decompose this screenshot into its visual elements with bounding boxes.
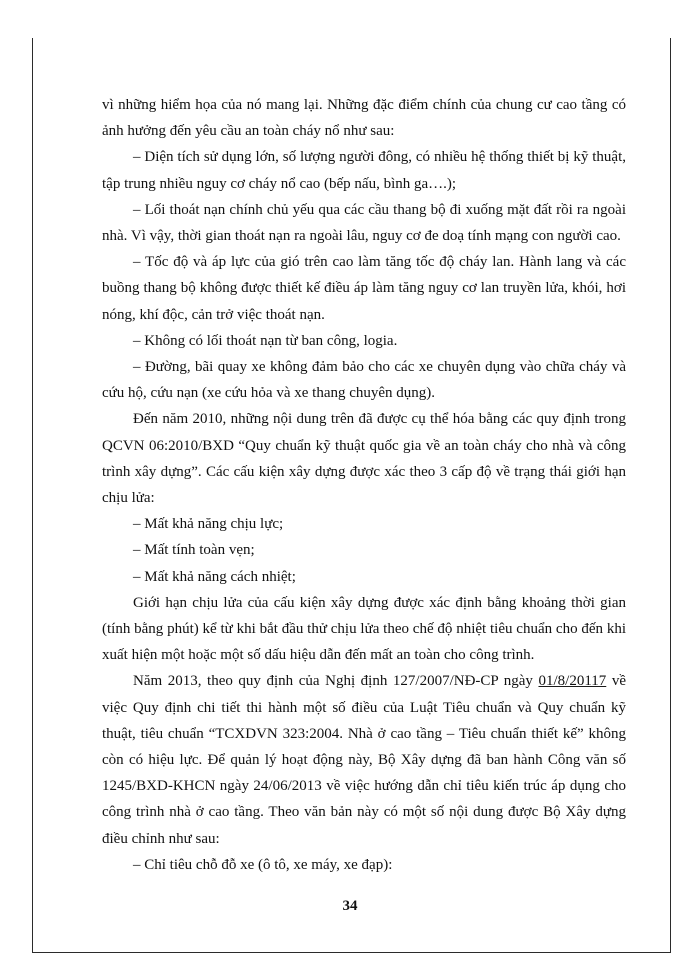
document-body xyxy=(102,92,626,878)
list-item-parking: – Chỉ tiêu chỗ đỗ xe (ô tô, xe máy, xe đạp): xyxy=(133,856,393,873)
paragraph-2013-start: Năm 2013, theo quy định của Nghị định 127/2007/NĐ-CP ngày xyxy=(133,673,539,690)
list-item-balcony: – Không có lối thoát nạn từ ban công, logia. xyxy=(133,332,398,349)
paragraph-2010: Đến năm 2010, những nội dung trên đã được cụ thể hóa bằng các quy định trong QCVN 06:2010/BXD “Quy chuẩn kỹ thuật quốc gia về an toàn cháy cho nhà và công trình xây dựng”. Các cấu kiện xây dựng được xác theo 3 cấp độ về trạng thái giới hạn chịu lửa: xyxy=(102,411,626,507)
paragraph-fire-limit: Giới hạn chịu lửa của cấu kiện xây dựng được xác định bằng khoảng thời gian (tính bằng phút) kể từ khi bắt đầu thử chịu lửa theo chế độ nhiệt tiêu chuẩn cho đến khi xuất hiện một hoặc một số dấu hiệu dẫn đến mất an toàn cho công trình. xyxy=(102,594,626,664)
paragraph-2013 xyxy=(102,668,626,851)
list-item-escape-route: – Lối thoát nạn chính chủ yếu qua các cầu thang bộ đi xuống mặt đất rồi ra ngoài nhà. Vì vậy, thời gian thoát nạn ra ngoài lâu, nguy cơ đe doạ tính mạng con người cao. xyxy=(102,201,626,245)
list-item-road: – Đường, bãi quay xe không đảm bảo cho các xe chuyên dụng vào chữa cháy và cứu hộ, cứu nạn (xe cứu hỏa và xe thang chuyên dụng). xyxy=(102,359,626,402)
paragraph-intro: vì những hiểm họa của nó mang lại. Những đặc điểm chính của chung cư cao tầng có ảnh hưởng đến yêu cầu an toàn cháy nổ như sau: xyxy=(102,97,626,140)
list-item-area: – Diện tích sử dụng lớn, số lượng người đông, có nhiều hệ thống thiết bị kỹ thuật, tập trung nhiều nguy cơ cháy nổ cao (bếp nấu, bình ga….); xyxy=(102,149,626,192)
list-item-insulation: – Mất khả năng cách nhiệt; xyxy=(133,568,296,585)
list-item-load-bearing: – Mất khả năng chịu lực; xyxy=(133,516,284,533)
page-number: 34 xyxy=(342,898,358,914)
paragraph-2013-rest: về việc Quy định chi tiết thi hành một số điều của Luật Tiêu chuẩn và Quy chuẩn kỹ thuật, tiêu chuẩn “TCXDVN 323:2004. Nhà ở cao tầng – Tiêu chuẩn thiết kế” không còn có hiệu lực. Để quản lý hoạt động này, Bộ Xây dựng đã ban hành Công văn số 1245/BXD-KHCN ngày 24/06/2013 về việc hướng dẫn chỉ tiêu kiến trúc áp dụng cho công trình nhà ở cao tầng. Theo văn bản này có một số nội dung được Bộ Xây dựng điều chỉnh như sau: xyxy=(102,673,626,847)
underlined-date: 01/8/20117 xyxy=(538,673,607,690)
list-item-integrity: – Mất tính toàn vẹn; xyxy=(133,542,255,559)
list-item-wind: – Tốc độ và áp lực của gió trên cao làm tăng tốc độ cháy lan. Hành lang và các buồng thang bộ không được thiết kế điều áp làm tăng nguy cơ lan truyền lửa, khói, hơi nóng, khí độc, cản trở việc thoát nạn. xyxy=(102,254,626,323)
